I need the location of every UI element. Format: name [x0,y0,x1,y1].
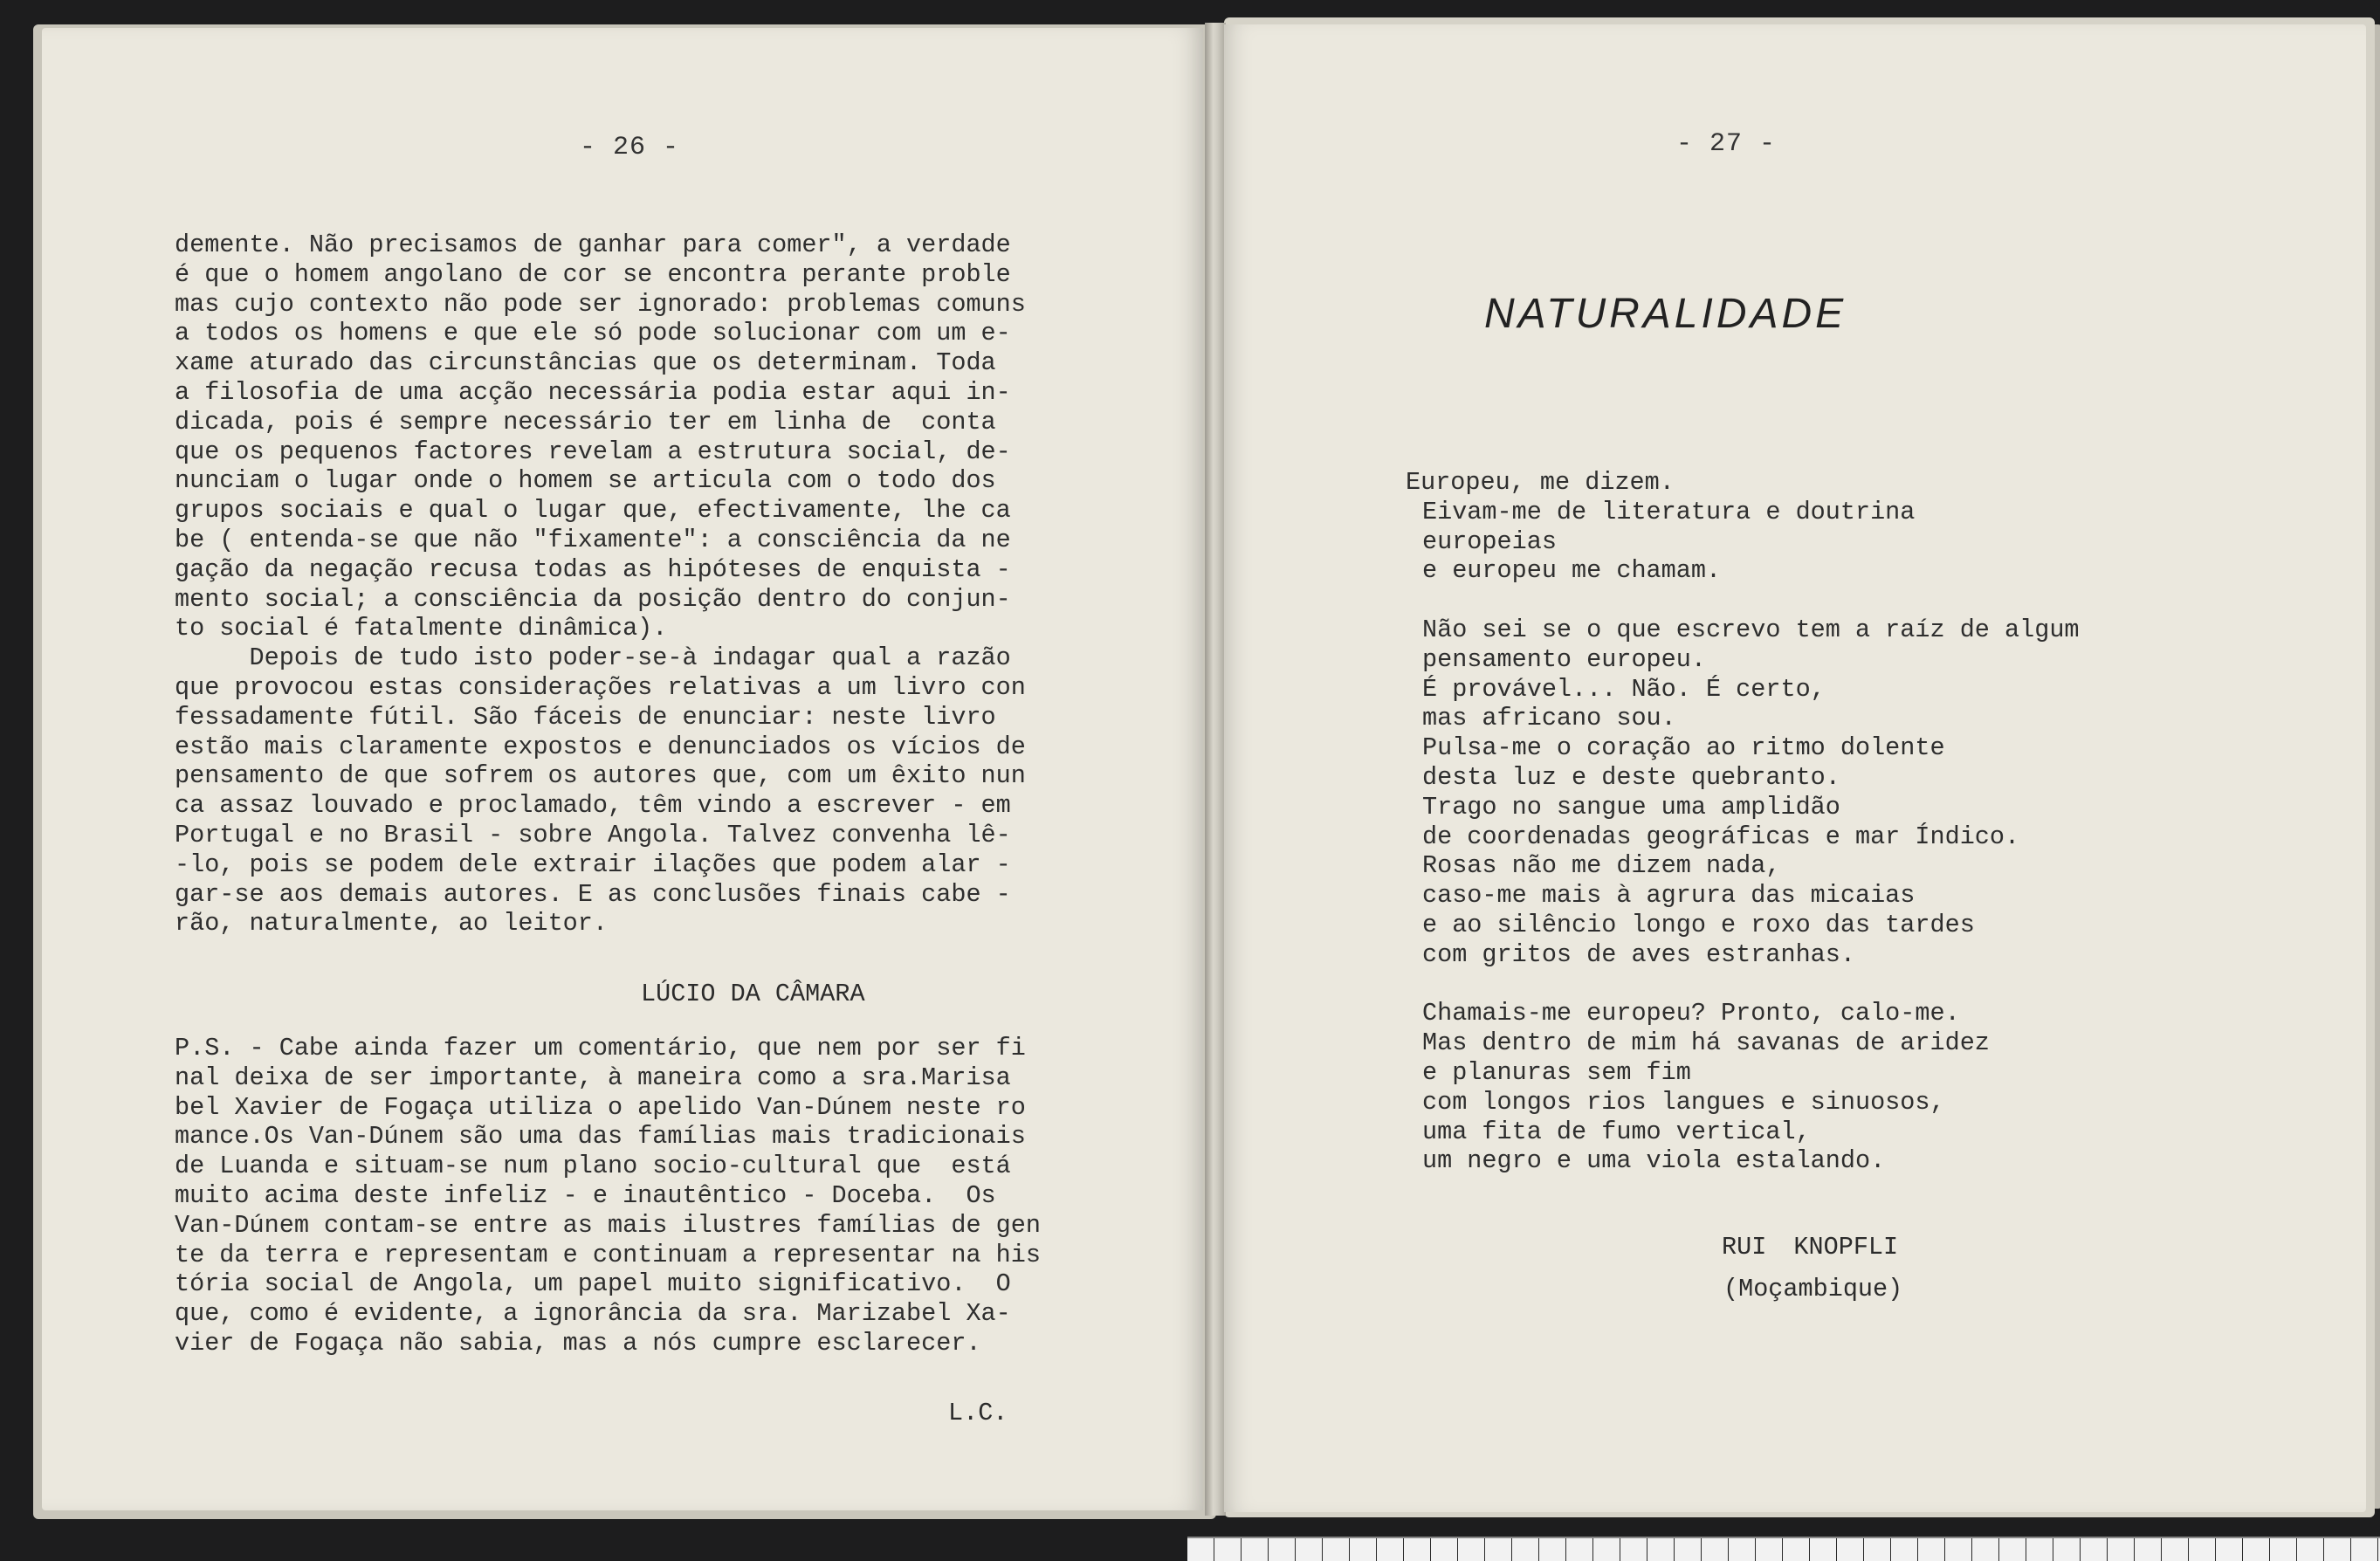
poem-line: desta luz e deste quebranto. [1422,762,1840,792]
article-line: -lo, pois se podem dele extrair ilações que podem alar - [175,849,1011,879]
postscript-line: que, como é evidente, a ignorância da sra. Marizabel Xa- [175,1299,1011,1329]
right-page [1224,24,2366,1512]
article-line: nunciam o lugar onde o homem se articula com o todo dos [175,466,996,496]
article-line: mas cujo contexto não pode ser ignorado: problemas comuns [175,289,1026,319]
article-line: ca assaz louvado e proclamado, têm vindo a escrever - em [175,791,1011,821]
postscript-line: tória social de Angola, um papel muito significativo. O [175,1269,1011,1299]
article-line: rão, naturalmente, ao leitor. [175,909,608,939]
postscript-line: bel Xavier de Fogaça utiliza o apelido Van-Dúnem neste ro [175,1092,1026,1122]
poem-line: Chamais-me europeu? Pronto, calo-me. [1422,999,1960,1028]
poem-line: pensamento europeu. [1422,644,1706,674]
postscript-line: mance.Os Van-Dúnem são uma das famílias mais tradicionais [175,1122,1026,1152]
postscript-line: te da terra e representam e continuam a representar na his [175,1240,1041,1269]
article-line: Portugal e no Brasil - sobre Angola. Talvez convenha lê- [175,820,1011,849]
poem-line: com gritos de aves estranhas. [1422,939,1855,969]
postscript [175,1034,1041,1358]
poem-line: Pulsa-me o coração ao ritmo dolente [1422,733,1945,763]
article-line: a filosofia de uma acção necessária podia estar aqui in- [175,377,1011,407]
postscript-line: Van-Dúnem contam-se entre as mais ilustres famílias de gen [175,1210,1041,1240]
article-line: mento social; a consciência da posição dentro do conjun- [175,584,1011,614]
page-number: - 26 - [580,133,680,162]
poem-line: com longos rios langues e sinuosos, [1422,1087,1945,1117]
measurement-ruler [1187,1537,2380,1561]
poem-line: de coordenadas geográficas e mar Índico. [1422,822,2020,851]
article-line: be ( entenda-se que não "fixamente": a consciência da ne [175,525,1011,554]
article-line: a todos os homens e que ele só pode solucionar com um e- [175,319,1011,348]
article-line: é que o homem angolano de cor se encontra perante proble [175,259,1011,289]
article-line: xame aturado das circunstâncias que os determinam. Toda [175,348,996,378]
poem-line: e ao silêncio longo e roxo das tardes [1422,910,1975,939]
page-number: - 27 - [1676,129,1777,159]
poem-line [1406,586,2080,615]
poem-line: Europeu, me dizem. [1406,468,1675,497]
postscript-line: vier de Fogaça não sabia, mas a nós cumpre esclarecer. [175,1328,981,1358]
postscript-line: de Luanda e situam-se num plano socio-cultural que está [175,1152,1011,1181]
article-line: dicada, pois é sempre necessário ter em linha de conta [175,407,996,437]
author-initials: L.C. [948,1399,1008,1427]
poem-line [1406,970,2080,1000]
poem-author: RUI KNOPFLI [1722,1233,1899,1262]
poem-line: Não sei se o que escrevo tem a raíz de algum [1422,615,2080,644]
article-line: demente. Não precisamos de ganhar para comer", a verdade [175,230,1011,259]
article-line: grupos sociais e qual o lugar que, efectivamente, lhe ca [175,496,1011,526]
poem-origin: (Moçambique) [1723,1275,1903,1303]
postscript-line: P.S. - Cabe ainda fazer um comentário, que nem por ser fi [175,1034,1026,1062]
article-body [175,230,1026,939]
article-line: Depois de tudo isto poder-se-à indagar qual a razão [175,643,1011,673]
article-line: pensamento de que sofrem os autores que, com um êxito nun [175,761,1026,791]
poem-line: uma fita de fumo vertical, [1422,1117,1811,1146]
book-gutter [1205,23,1226,1516]
poem-line: caso-me mais à agrura das micaias [1422,881,1916,911]
poem-title: NATURALIDADE [1484,291,1847,337]
left-page [42,28,1203,1510]
article-line: estão mais claramente expostos e denunciados os vícios de [175,732,1026,761]
poem-line: Mas dentro de mim há savanas de aridez [1422,1028,1990,1058]
author-signature: LÚCIO DA CÂMARA [641,980,865,1008]
article-line: que os pequenos factores revelam a estrutura social, de- [175,437,1011,466]
poem-line: Rosas não me dizem nada, [1422,851,1781,881]
article-line: que provocou estas considerações relativas a um livro con [175,672,1026,702]
poem-line: europeias [1422,526,1557,556]
article-line: to social é fatalmente dinâmica). [175,614,668,643]
article-line: fessadamente fútil. São fáceis de enunciar: neste livro [175,702,996,732]
poem-line: um negro e uma viola estalando. [1422,1146,1886,1176]
poem-line: e europeu me chamam. [1422,556,1722,586]
postscript-line: nal deixa de ser importante, à maneira como a sra.Marisa [175,1062,1011,1092]
poem-line: É provável... Não. É certo, [1422,674,1826,704]
poem-line: e planuras sem fim [1422,1057,1691,1087]
postscript-line: muito acima deste infeliz - e inautêntico - Doceba. Os [175,1180,996,1210]
poem-body [1406,468,2080,1176]
article-line: gar-se aos demais autores. E as conclusões finais cabe - [175,879,1011,909]
poem-line: mas africano sou. [1422,704,1676,733]
article-line: gação da negação recusa todas as hipóteses de enquista - [175,554,1011,584]
poem-line: Eivam-me de literatura e doutrina [1422,497,1916,526]
poem-line: Trago no sangue uma amplidão [1422,792,1840,822]
